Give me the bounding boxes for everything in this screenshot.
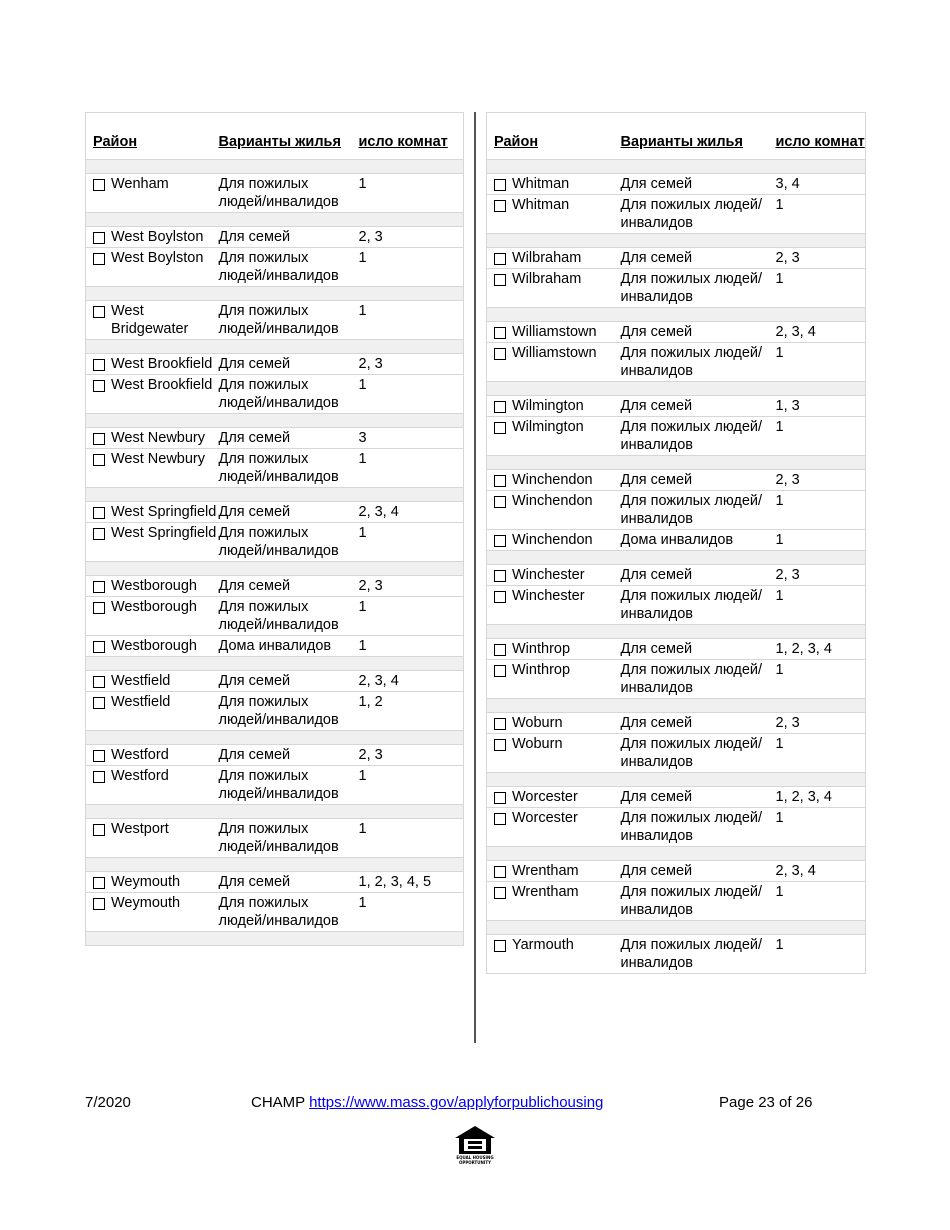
room-count: 1 xyxy=(776,586,866,625)
housing-table-right xyxy=(486,112,866,974)
checkbox[interactable] xyxy=(494,813,506,825)
footer-page-number: Page 23 of 26 xyxy=(719,1094,813,1111)
table-row xyxy=(86,227,464,248)
housing-type: Для семей xyxy=(621,248,776,269)
checkbox[interactable] xyxy=(93,306,105,318)
room-count: 1 xyxy=(776,660,866,699)
group-separator xyxy=(86,858,464,872)
room-count: 1 xyxy=(359,301,464,340)
checkbox[interactable] xyxy=(494,535,506,547)
table-row xyxy=(487,248,866,269)
table-row xyxy=(487,174,866,195)
district-name: Winchendon xyxy=(512,493,593,509)
table-row xyxy=(487,470,866,491)
district-name: Woburn xyxy=(512,715,563,731)
table-row xyxy=(86,375,464,414)
housing-type: Для семей xyxy=(219,745,359,766)
housing-type: Для семей xyxy=(621,322,776,343)
checkbox[interactable] xyxy=(93,433,105,445)
group-separator xyxy=(86,414,464,428)
table-row xyxy=(487,322,866,343)
group-separator xyxy=(487,773,866,787)
room-count: 1, 2, 3, 4 xyxy=(776,639,866,660)
district-name: Winchester xyxy=(512,567,585,583)
footer-champ xyxy=(251,1094,603,1111)
room-count: 1, 2, 3, 4, 5 xyxy=(359,872,464,893)
district-name: Williamstown xyxy=(512,345,597,361)
group-separator xyxy=(86,160,464,174)
housing-type: Для семей xyxy=(621,565,776,586)
district-name: Wrentham xyxy=(512,863,579,879)
room-count: 1, 2, 3, 4 xyxy=(776,787,866,808)
housing-type: Для семей xyxy=(621,861,776,882)
housing-type: Для пожилых людей/инвалидов xyxy=(621,734,776,773)
checkbox[interactable] xyxy=(494,887,506,899)
checkbox[interactable] xyxy=(494,940,506,952)
table-row xyxy=(86,766,464,805)
district-name: Wenham xyxy=(111,176,169,192)
room-count: 1, 3 xyxy=(776,396,866,417)
table-row xyxy=(487,861,866,882)
district-name: Wilbraham xyxy=(512,271,582,287)
checkbox[interactable] xyxy=(93,179,105,191)
room-count: 1 xyxy=(776,269,866,308)
checkbox[interactable] xyxy=(93,380,105,392)
district-name: Winchester xyxy=(512,588,585,604)
district-name: Woburn xyxy=(512,736,563,752)
district-name: Westborough xyxy=(111,599,197,615)
district-name: Whitman xyxy=(512,197,570,213)
room-count: 2, 3 xyxy=(776,470,866,491)
table-row xyxy=(487,787,866,808)
housing-type: Дома инвалидов xyxy=(621,530,776,551)
housing-type: Для пожилых людей/инвалидов xyxy=(621,935,776,974)
housing-type: Для пожилых людей/инвалидов xyxy=(219,375,359,414)
housing-type: Для пожилых людей/инвалидов xyxy=(621,195,776,234)
table-row xyxy=(487,530,866,551)
housing-type: Для пожилых людей/инвалидов xyxy=(621,586,776,625)
checkbox[interactable] xyxy=(93,507,105,519)
checkbox[interactable] xyxy=(494,665,506,677)
district-name: Wrentham xyxy=(512,884,579,900)
table-row xyxy=(487,343,866,382)
district-name: Westford xyxy=(111,768,169,784)
district-name: West Brookfield xyxy=(111,377,213,393)
room-count: 1 xyxy=(776,343,866,382)
housing-type: Для пожилых людей/инвалидов xyxy=(621,808,776,847)
table-row xyxy=(487,734,866,773)
checkbox[interactable] xyxy=(494,422,506,434)
housing-type: Для пожилых людей/инвалидов xyxy=(219,523,359,562)
checkbox[interactable] xyxy=(494,739,506,751)
housing-type: Для семей xyxy=(219,227,359,248)
room-count: 2, 3 xyxy=(776,248,866,269)
checkbox[interactable] xyxy=(494,718,506,730)
district-name: West Boylston xyxy=(111,229,204,245)
checkbox[interactable] xyxy=(494,348,506,360)
room-count: 2, 3, 4 xyxy=(776,322,866,343)
svg-text:OPPORTUNITY: OPPORTUNITY xyxy=(458,1160,492,1165)
table-row xyxy=(86,354,464,375)
checkbox[interactable] xyxy=(494,475,506,487)
room-count: 2, 3, 4 xyxy=(359,671,464,692)
group-separator xyxy=(86,731,464,745)
group-separator xyxy=(86,213,464,227)
table-row xyxy=(487,660,866,699)
housing-type: Для семей xyxy=(621,396,776,417)
table-row xyxy=(487,808,866,847)
checkbox[interactable] xyxy=(494,644,506,656)
room-count: 2, 3, 4 xyxy=(776,861,866,882)
checkbox[interactable] xyxy=(93,528,105,540)
group-separator xyxy=(86,340,464,354)
room-count: 1 xyxy=(776,530,866,551)
district-name: Winchendon xyxy=(512,472,593,488)
district-name: Westborough xyxy=(111,578,197,594)
housing-type: Для семей xyxy=(621,787,776,808)
group-separator xyxy=(487,625,866,639)
footer-link[interactable]: https://www.mass.gov/applyforpublichousing xyxy=(309,1094,604,1111)
housing-type: Для пожилых людей/инвалидов xyxy=(621,491,776,530)
district-name: Whitman xyxy=(512,176,570,192)
district-name: Weymouth xyxy=(111,874,181,890)
checkbox[interactable] xyxy=(494,591,506,603)
room-count: 1 xyxy=(776,417,866,456)
table-row xyxy=(86,636,464,657)
room-count: 1 xyxy=(776,808,866,847)
checkbox[interactable] xyxy=(93,771,105,783)
district-name: West Springfield xyxy=(111,504,217,520)
group-separator xyxy=(86,932,464,946)
table-row xyxy=(487,586,866,625)
district-name: West Brookfield xyxy=(111,356,213,372)
checkbox[interactable] xyxy=(93,602,105,614)
table-row xyxy=(86,872,464,893)
room-count: 1 xyxy=(776,734,866,773)
district-name: West Newbury xyxy=(111,451,206,467)
header-type: Варианты жилья xyxy=(218,134,341,150)
checkbox[interactable] xyxy=(93,581,105,593)
table-row xyxy=(487,417,866,456)
room-count: 1 xyxy=(359,248,464,287)
group-separator xyxy=(86,287,464,301)
table-row xyxy=(487,491,866,530)
district-name: Williamstown xyxy=(512,324,597,340)
room-count: 1 xyxy=(776,195,866,234)
housing-type: Для семей xyxy=(621,713,776,734)
group-separator xyxy=(487,699,866,713)
table-row xyxy=(487,565,866,586)
footer-date: 7/2020 xyxy=(85,1094,131,1111)
district-name: Worcester xyxy=(512,810,578,826)
housing-type: Для пожилых людей/инвалидов xyxy=(219,597,359,636)
header-rooms: исло комнат xyxy=(358,134,448,150)
room-count: 3 xyxy=(359,428,464,449)
checkbox[interactable] xyxy=(93,824,105,836)
checkbox[interactable] xyxy=(494,327,506,339)
district-name: Winthrop xyxy=(512,641,571,657)
room-count: 2, 3 xyxy=(359,745,464,766)
room-count: 1 xyxy=(359,819,464,858)
table-row xyxy=(86,428,464,449)
district-name: Worcester xyxy=(512,789,578,805)
district-name: Yarmouth xyxy=(512,937,574,953)
housing-type: Для пожилых людей/инвалидов xyxy=(621,417,776,456)
column-divider xyxy=(474,112,476,1043)
table-row xyxy=(487,713,866,734)
housing-type: Для пожилых людей/инвалидов xyxy=(621,660,776,699)
table-row xyxy=(86,819,464,858)
room-count: 1, 2 xyxy=(359,692,464,731)
checkbox[interactable] xyxy=(494,200,506,212)
room-count: 1 xyxy=(776,882,866,921)
room-count: 3, 4 xyxy=(776,174,866,195)
table-row xyxy=(86,449,464,488)
district-name: Wilmington xyxy=(512,419,584,435)
housing-type: Для пожилых людей/инвалидов xyxy=(621,269,776,308)
housing-type: Для пожилых людей/инвалидов xyxy=(219,449,359,488)
district-name: Westport xyxy=(111,821,169,837)
checkbox[interactable] xyxy=(93,697,105,709)
room-count: 2, 3 xyxy=(359,227,464,248)
district-name: Westfield xyxy=(111,673,171,689)
header-district: Район xyxy=(494,134,539,150)
district-name: Winthrop xyxy=(512,662,571,678)
table-row xyxy=(86,893,464,932)
checkbox[interactable] xyxy=(93,232,105,244)
checkbox[interactable] xyxy=(494,274,506,286)
housing-type: Для пожилых людей/инвалидов xyxy=(219,893,359,932)
table-row xyxy=(487,396,866,417)
table-row xyxy=(487,882,866,921)
table-row xyxy=(487,269,866,308)
header-district: Район xyxy=(93,134,138,150)
group-separator xyxy=(86,657,464,671)
room-count: 2, 3, 4 xyxy=(359,502,464,523)
checkbox[interactable] xyxy=(494,570,506,582)
room-count: 1 xyxy=(359,523,464,562)
housing-type: Для семей xyxy=(621,174,776,195)
header-rooms: исло комнат xyxy=(775,134,865,150)
housing-type: Для пожилых людей/инвалидов xyxy=(621,343,776,382)
table-row xyxy=(86,597,464,636)
checkbox[interactable] xyxy=(93,898,105,910)
room-count: 1 xyxy=(359,449,464,488)
district-name: Wilmington xyxy=(512,398,584,414)
checkbox[interactable] xyxy=(494,253,506,265)
district-name: West Springfield xyxy=(111,525,217,541)
group-separator xyxy=(487,456,866,470)
checkbox[interactable] xyxy=(494,792,506,804)
housing-type: Для пожилых людей/инвалидов xyxy=(219,301,359,340)
checkbox[interactable] xyxy=(93,750,105,762)
housing-type: Для семей xyxy=(219,354,359,375)
group-separator xyxy=(487,551,866,565)
checkbox[interactable] xyxy=(93,676,105,688)
group-separator xyxy=(487,921,866,935)
checkbox[interactable] xyxy=(494,496,506,508)
table-row xyxy=(86,576,464,597)
table-row xyxy=(86,248,464,287)
table-row xyxy=(487,195,866,234)
district-name: Westborough xyxy=(111,638,197,654)
room-count: 2, 3 xyxy=(776,713,866,734)
district-name: Winchendon xyxy=(512,532,593,548)
table-row xyxy=(487,639,866,660)
checkbox[interactable] xyxy=(93,877,105,889)
housing-type: Для семей xyxy=(219,428,359,449)
housing-type: Для семей xyxy=(621,470,776,491)
district-name: Weymouth xyxy=(111,895,181,911)
room-count: 1 xyxy=(359,597,464,636)
housing-type: Для семей xyxy=(621,639,776,660)
district-name: West Newbury xyxy=(111,430,206,446)
svg-text:EQUAL HOUSING: EQUAL HOUSING xyxy=(456,1155,494,1160)
checkbox[interactable] xyxy=(93,253,105,265)
checkbox[interactable] xyxy=(494,401,506,413)
group-separator xyxy=(487,160,866,174)
group-separator xyxy=(487,847,866,861)
housing-type: Для семей xyxy=(219,671,359,692)
header-type: Варианты жилья xyxy=(620,134,743,150)
district-name: West Bridgewater xyxy=(111,303,189,337)
group-separator xyxy=(86,805,464,819)
table-row xyxy=(86,745,464,766)
district-name: Wilbraham xyxy=(512,250,582,266)
housing-type: Для пожилых людей/инвалидов xyxy=(219,174,359,213)
checkbox[interactable] xyxy=(93,454,105,466)
room-count: 1 xyxy=(776,935,866,974)
group-separator xyxy=(487,382,866,396)
housing-type: Для семей xyxy=(219,502,359,523)
table-row xyxy=(86,692,464,731)
housing-type: Для пожилых людей/инвалидов xyxy=(219,766,359,805)
district-name: West Boylston xyxy=(111,250,204,266)
equal-housing-logo-icon xyxy=(451,1124,499,1166)
housing-type: Для семей xyxy=(219,576,359,597)
group-separator xyxy=(487,308,866,322)
footer-champ-label: CHAMP xyxy=(251,1094,310,1111)
room-count: 2, 3 xyxy=(776,565,866,586)
housing-type: Для пожилых людей/инвалидов xyxy=(219,819,359,858)
district-name: Westford xyxy=(111,747,169,763)
table-row xyxy=(86,301,464,340)
room-count: 1 xyxy=(359,174,464,213)
room-count: 1 xyxy=(359,375,464,414)
table-row xyxy=(487,935,866,974)
table-row xyxy=(86,671,464,692)
room-count: 2, 3 xyxy=(359,354,464,375)
table-row xyxy=(86,174,464,213)
checkbox[interactable] xyxy=(494,866,506,878)
housing-type: Для семей xyxy=(219,872,359,893)
table-row xyxy=(86,502,464,523)
housing-type: Для пожилых людей/инвалидов xyxy=(219,692,359,731)
room-count: 1 xyxy=(359,636,464,657)
housing-type: Для пожилых людей/инвалидов xyxy=(621,882,776,921)
housing-table-left xyxy=(85,112,464,946)
group-separator xyxy=(86,562,464,576)
housing-type: Дома инвалидов xyxy=(219,636,359,657)
group-separator xyxy=(86,488,464,502)
group-separator xyxy=(487,234,866,248)
room-count: 1 xyxy=(776,491,866,530)
checkbox[interactable] xyxy=(494,179,506,191)
room-count: 1 xyxy=(359,893,464,932)
checkbox[interactable] xyxy=(93,641,105,653)
room-count: 1 xyxy=(359,766,464,805)
housing-type: Для пожилых людей/инвалидов xyxy=(219,248,359,287)
room-count: 2, 3 xyxy=(359,576,464,597)
table-row xyxy=(86,523,464,562)
district-name: Westfield xyxy=(111,694,171,710)
checkbox[interactable] xyxy=(93,359,105,371)
